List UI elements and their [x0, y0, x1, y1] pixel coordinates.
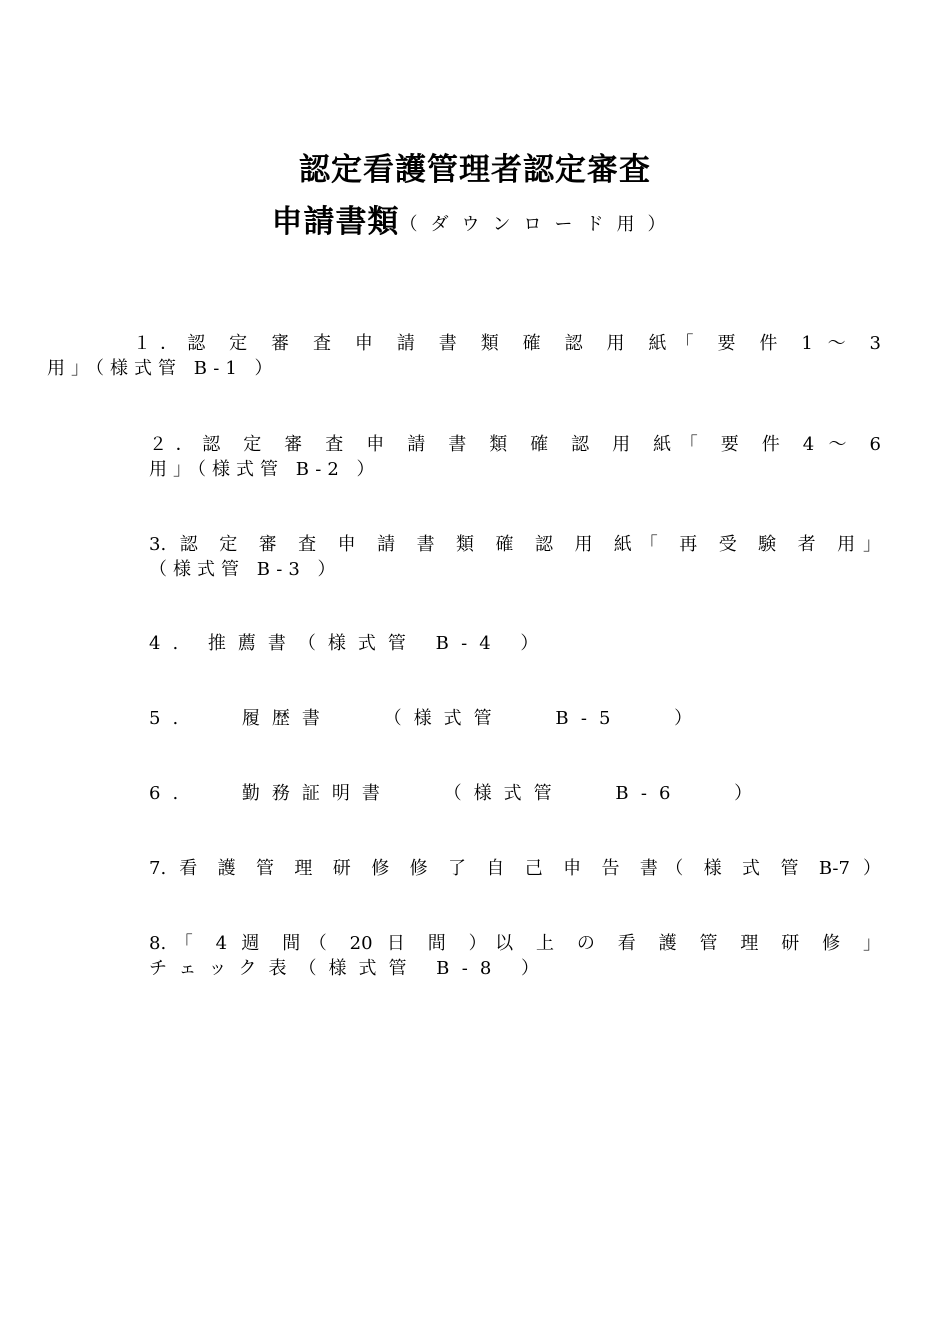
list-item-5-line-1: 5. 履歴書 （様式管 B-5 ） — [149, 708, 705, 729]
title-line-2-main: 申請書類 — [271, 204, 400, 240]
list-item-7 — [149, 856, 881, 881]
title-line-2 — [0, 202, 950, 247]
list-item-4-line-1: 4. 推薦書（様式管 B-4 ） — [149, 633, 551, 654]
list-item-6 — [149, 781, 764, 806]
list-item-3-line-2: （様式管 B-3 ） — [149, 559, 342, 580]
list-item-8-line-1: 8.「 4 週 間（ 20 日 間 ）以 上 の 看 護 管 理 研 修 」 — [149, 933, 881, 954]
title-line-2-sub: （ダウンロード用） — [399, 214, 679, 235]
list-item-8-line-2: チェック表（様式管 B-8 ） — [149, 958, 551, 979]
list-item-1-line-1: １．認 定 審 査 申 請 書 類 確 認 用 紙「 要 件 1 ～ 3 — [133, 333, 881, 354]
list-item-2-line-2: 用」（様式管 B-2 ） — [149, 459, 381, 480]
list-item-1-line-2: 用」（様式管 B-1 ） — [47, 358, 279, 379]
list-item-7-line-1: 7. 看 護 管 理 研 修 修 了 自 己 申 告 書（ 様 式 管 B-7 ） — [149, 858, 881, 879]
list-item-3-line-1: 3. 認 定 審 査 申 請 書 類 確 認 用 紙「 再 受 験 者 用」 — [149, 534, 881, 555]
list-item-8 — [149, 931, 881, 981]
list-item-2 — [149, 432, 881, 482]
list-item-6-line-1: 6. 勤務証明書 （様式管 B-6 ） — [149, 783, 765, 804]
list-item-3 — [149, 532, 881, 582]
list-item-5 — [149, 706, 704, 731]
list-item-2-line-1: ２．認 定 審 査 申 請 書 類 確 認 用 紙「 要 件 4 ～ 6 — [149, 434, 881, 455]
title-line-1: 認定看護管理者認定審査 — [299, 152, 651, 188]
list-item-4 — [149, 631, 550, 656]
